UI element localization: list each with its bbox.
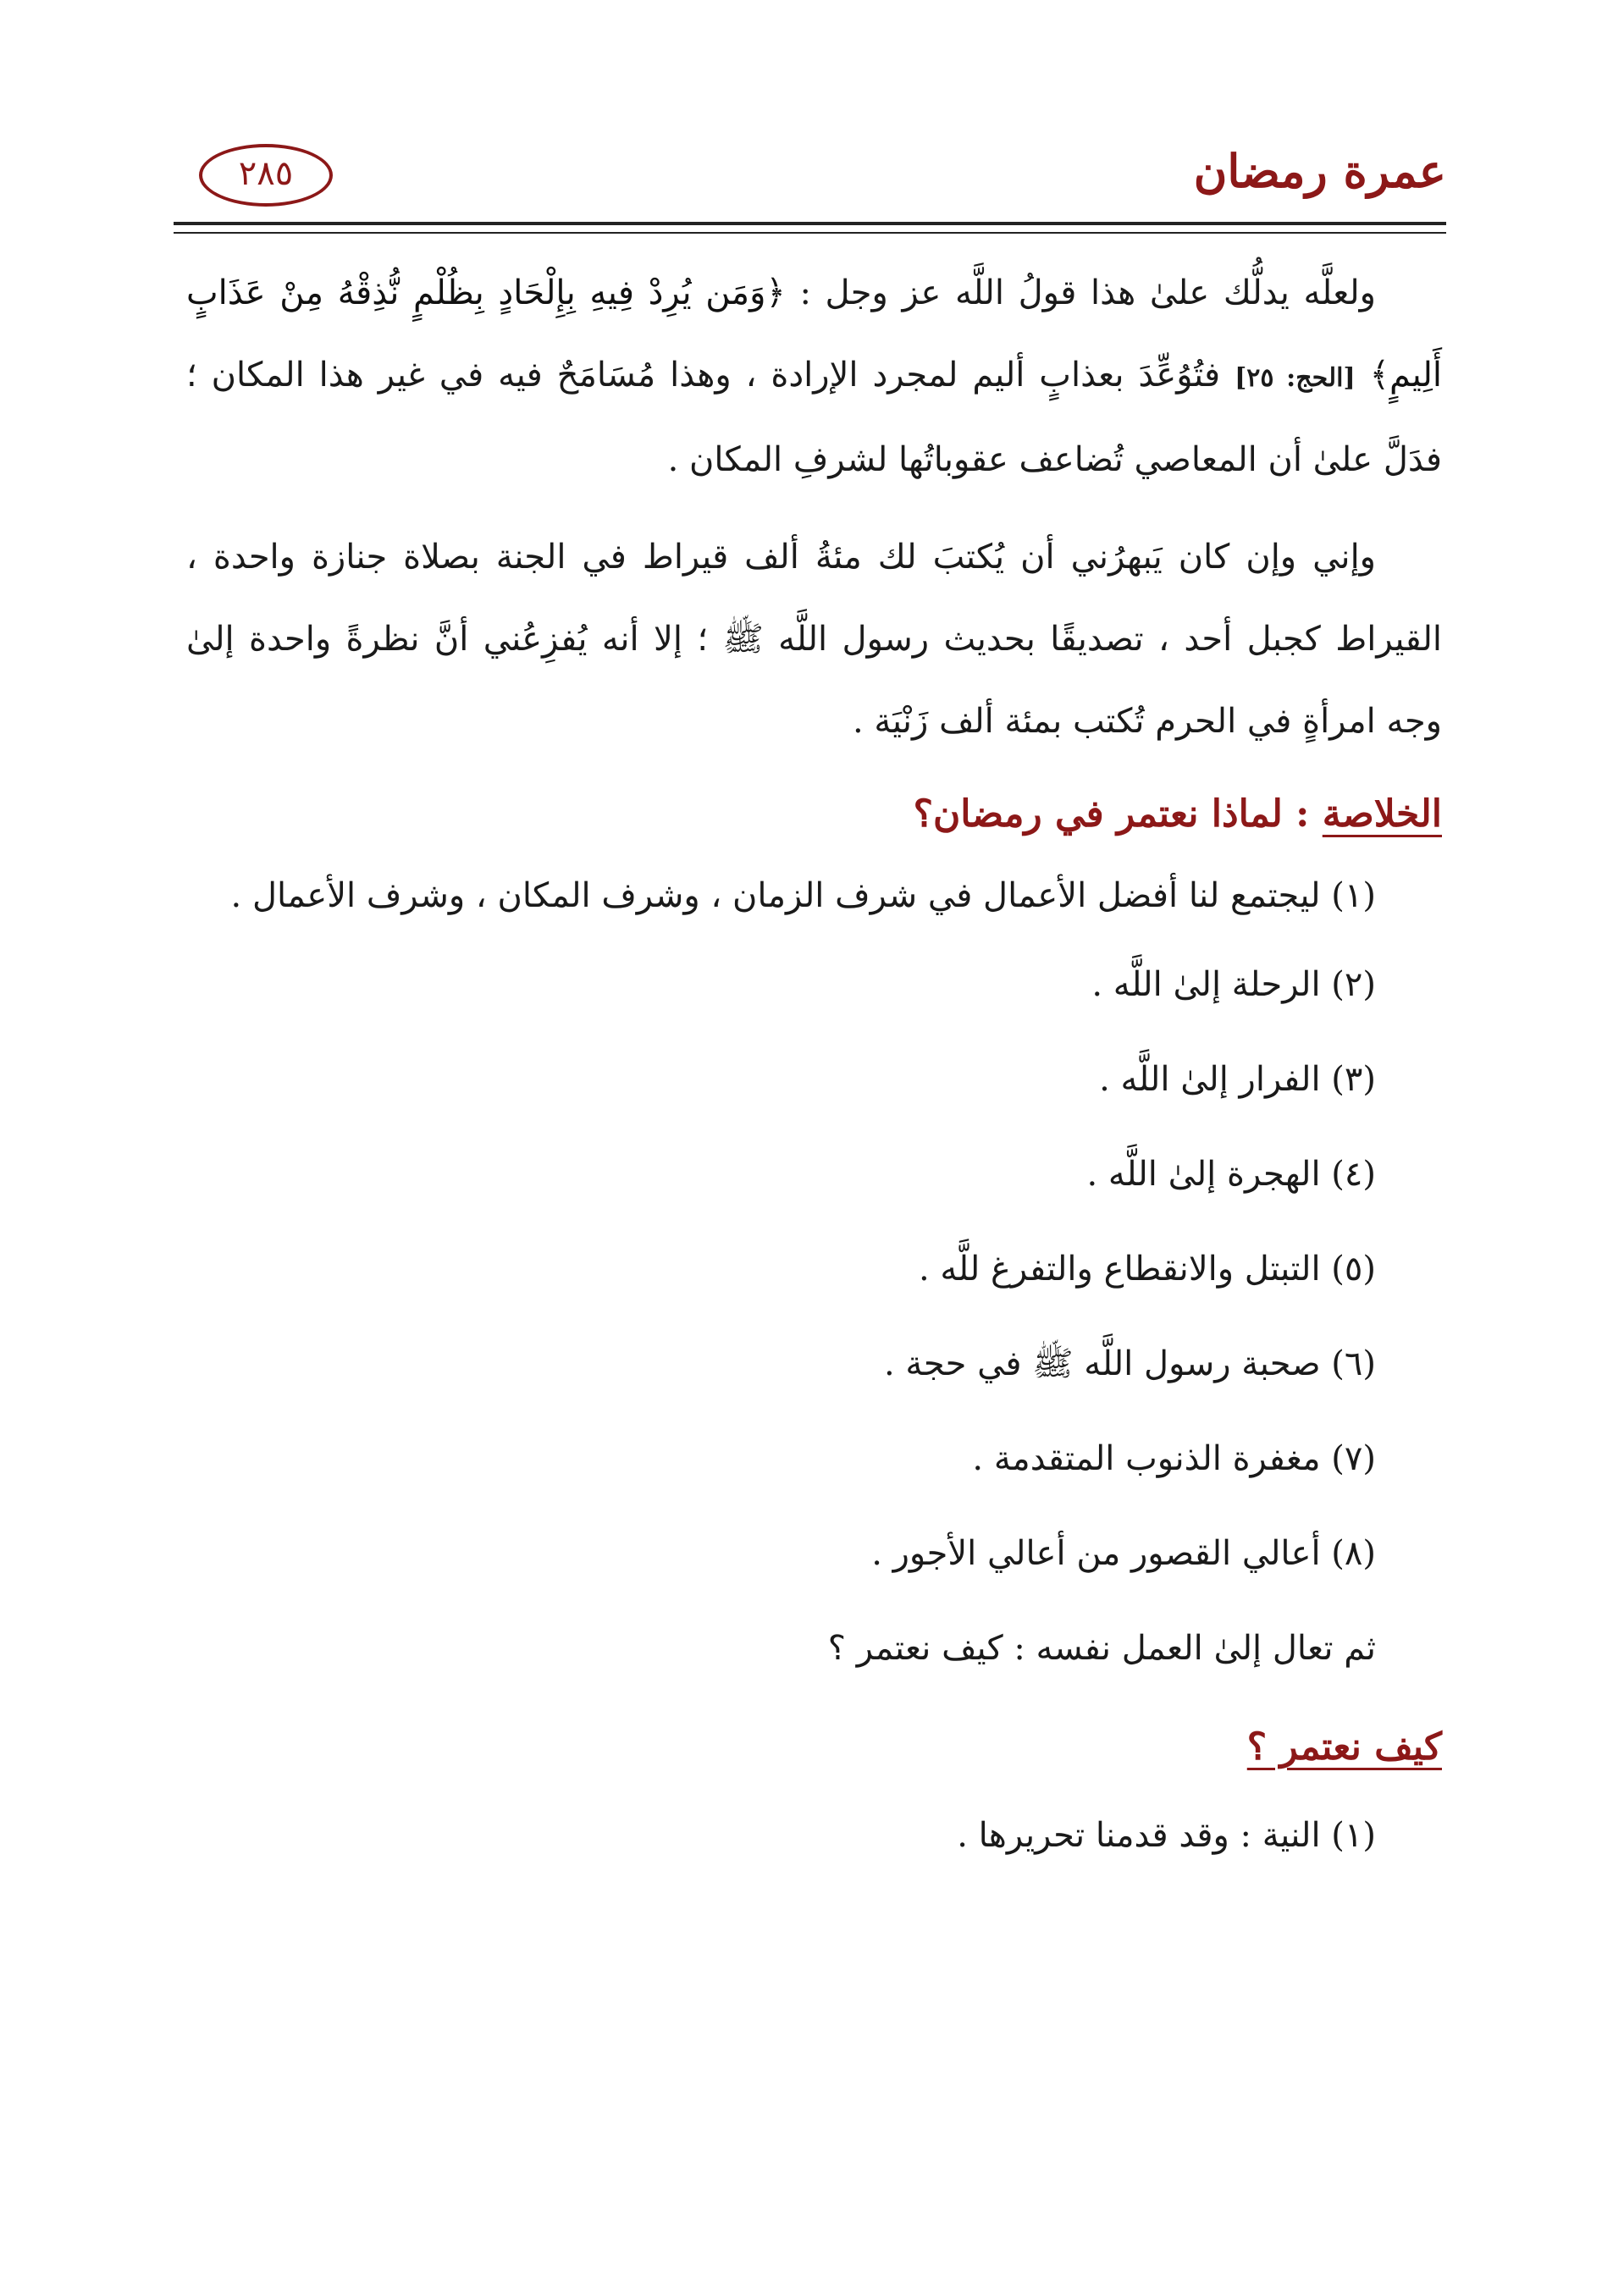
paragraph-1-intro: ولعلَّه يدلُّك علىٰ هذا قولُ اللَّه عز وجل : <box>799 273 1376 312</box>
how-to-heading <box>186 1706 1442 1788</box>
quran-verse: ﴿وَمَن يُرِدْ فِيهِ بِإِلْحَادٍ بِظُلْمٍ نُّذِقْهُ مِنْ عَذَابٍ أَلِيمٍ﴾ <box>186 273 1442 395</box>
paragraph-2: وإني وإن كان يَبهرُني أن يُكتبَ لك مئةُ ألف قيراط في الجنة بصلاة جنازة واحدة ، القيراط كجبل أحد ، تصديقًا بحديث رسول اللَّه ﷺ ؛ إلا أنه يُفزِعُني أنَّ نظرةً واحدة إلىٰ وجه امرأةٍ في الحرم تُكتب بمئة ألف زَنْيَة . <box>186 538 1442 741</box>
paragraph-1 <box>186 252 1442 501</box>
summary-heading-underlined: الخلاصة <box>1322 792 1442 836</box>
header-rule-thin <box>174 232 1446 234</box>
summary-item-6: (٦) صحبة رسول اللَّه ﷺ في حجة . <box>883 1344 1376 1383</box>
how-to-item-1: (١) النية : وقد قدمنا تحريرها . <box>957 1816 1376 1855</box>
summary-item-3: (٣) الفرار إلىٰ اللَّه . <box>1099 1060 1376 1099</box>
page-header <box>174 127 1446 220</box>
header-rule-thick <box>174 222 1446 225</box>
how-to-heading-text: كيف نعتمر ؟ <box>1246 1725 1442 1769</box>
summary-heading-rest: : لماذا نعتمر في رمضان؟ <box>913 792 1310 836</box>
summary-heading <box>186 773 1442 855</box>
paragraph-1-rest: فتُوُعِّدَ بعذابٍ أليم لمجرد الإرادة ، وهذا مُسَامَحٌ فيه في غير هذا المكان ؛ فدَلَّ علىٰ أن المعاصي تُضاعف عقوباتُها لشرفِ المكان . <box>186 356 1442 479</box>
summary-item-5: (٥) التبتل والانقطاع والتفرغ للَّه . <box>918 1250 1376 1289</box>
summary-item-4: (٤) الهجرة إلىٰ اللَّه . <box>1086 1155 1376 1194</box>
summary-item-1: (١) ليجتمع لنا أفضل الأعمال في شرف الزمان ، وشرف المكان ، وشرف الأعمال . <box>230 876 1376 915</box>
page-body <box>186 252 1442 1883</box>
summary-item-2: (٢) الرحلة إلىٰ اللَّه . <box>1091 965 1376 1004</box>
page-number-badge: ٢٨٥ <box>199 144 333 207</box>
summary-item-7: (٧) مغفرة الذنوب المتقدمة . <box>972 1439 1376 1478</box>
verse-reference: [الحج: ٢٥] <box>1235 363 1356 393</box>
closing-line: ثم تعال إلىٰ العمل نفسه : كيف نعتمر ؟ <box>827 1629 1376 1668</box>
summary-item-8: (٨) أعالي القصور من أعالي الأجور . <box>871 1534 1376 1573</box>
running-title: عمرة رمضان <box>1193 144 1446 198</box>
